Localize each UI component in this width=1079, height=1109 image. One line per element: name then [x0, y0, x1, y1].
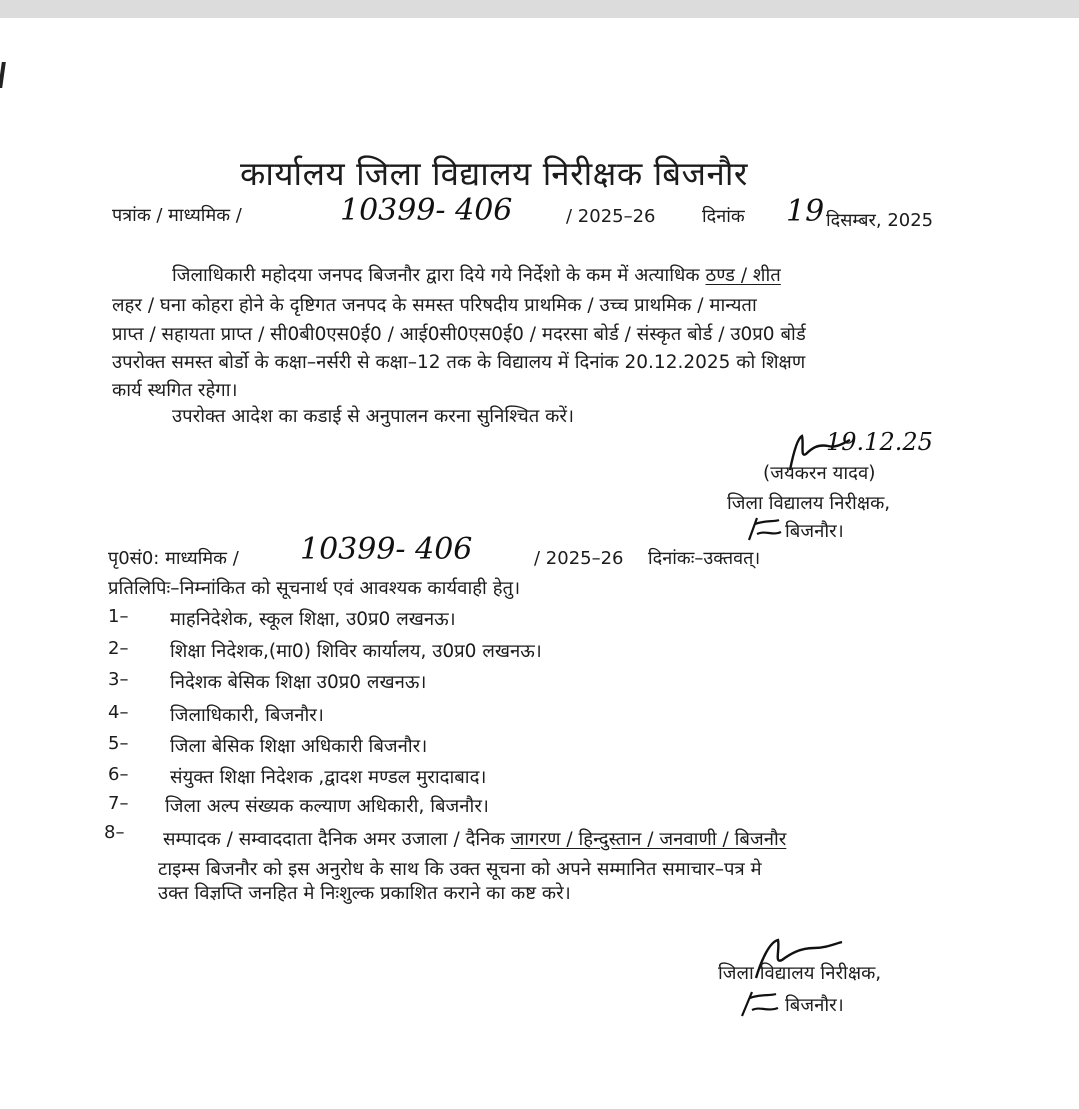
copy-item-4: जिलाधिकारी, बिजनौर।: [170, 705, 324, 726]
copy-item-8-underlined: जागरण / हिन्दुस्तान / जनवाणी / बिजनौर: [510, 829, 787, 850]
ref1-date-label: दिनांक: [702, 206, 745, 227]
copy-item-2-num: 2–: [108, 638, 129, 659]
copy-item-3-num: 3–: [108, 669, 129, 690]
copy-item-5-num: 5–: [108, 733, 129, 754]
copy-item-6: संयुक्त शिक्षा निदेशक ,द्वादश मण्डल मुरादाबाद।: [170, 767, 487, 788]
copy-item-1: माहनिदेशेक, स्कूल शिक्षा, उ0प्र0 लखनऊ।: [170, 609, 456, 630]
signature1-designation: जिला विद्यालय निरीक्षक,: [727, 493, 891, 514]
ref1-year: / 2025–26: [566, 206, 656, 227]
copy-item-8-line3: उक्त विज्ञप्ति जनहित मे निःशुल्क प्रकाशित कराने का कष्ट करे।: [158, 883, 571, 904]
para1-line2: लहर / घना कोहरा होने के दृष्टिगत जनपद के समस्त परिषदीय प्राथमिक / उच्च प्राथमिक / मान्यता: [112, 295, 757, 316]
initials-scribble-2: [738, 988, 782, 1020]
para2: उपरोक्त आदेश का कडाई से अनुपालन करना सुनिश्चित करें।: [172, 406, 574, 427]
ref1-date-day-handwritten: 19: [786, 194, 825, 229]
para1-line3: प्राप्त / सहायता प्राप्त / सी0बी0एस0ई0 / आई0सी0एस0ई0 / मदरसा बोर्ड / संस्कृत बोर्ड / उ0प्र0 बोर्ड: [112, 324, 806, 345]
signature1-place: बिजनौर।: [785, 521, 844, 542]
para1-line4: उपरोक्त समस्त बोर्डो के कक्षा–नर्सरी से कक्षा–12 तक के विद्यालय में दिनांक 20.12.2025 को शिक्षण: [112, 352, 806, 373]
initials-scribble-1: [745, 514, 785, 544]
signature2-designation: जिला विद्यालय निरीक्षक,: [718, 963, 882, 984]
ref1-prefix: पत्रांक / माध्यमिक /: [112, 205, 242, 226]
para1-line5: कार्य स्थगित रहेगा।: [112, 380, 238, 401]
signature2-place: बिजनौर।: [785, 995, 844, 1016]
para1-line1-a: जिलाधिकारी महोदया जनपद बिजनौर द्वारा दिये गये निर्देशो के कम में अत्याधिक: [172, 265, 700, 286]
office-title: कार्यालय जिला विद्यालय निरीक्षक बिजनौर: [240, 154, 748, 193]
copy-item-4-num: 4–: [108, 702, 129, 723]
copy-item-8: [163, 826, 786, 851]
copy-item-7-num: 7–: [108, 793, 129, 814]
copy-item-1-num: 1–: [108, 606, 129, 627]
ref2-prefix: पृ0सं0: माध्यमिक /: [108, 548, 239, 569]
ref2-number-handwritten: 10399- 406: [300, 532, 473, 567]
edge-mark: [0, 62, 6, 88]
copy-item-6-num: 6–: [108, 764, 129, 785]
top-bar: [0, 0, 1079, 18]
signature1-date-handwritten: 19.12.25: [826, 428, 933, 456]
copy-item-2: शिक्षा निदेशक,(मा0) शिविर कार्यालय, उ0प्र0 लखनऊ।: [170, 641, 542, 662]
ref1-date-rest: दिसम्बर, 2025: [826, 210, 934, 231]
copy-item-8-num: 8–: [104, 822, 125, 843]
para1-line1-underlined: ठण्ड / शीत: [705, 265, 781, 286]
copy-item-3: निदेशक बेसिक शिक्षा उ0प्र0 लखनऊ।: [170, 672, 427, 693]
signature1-name: (जयकरन यादव): [763, 463, 876, 484]
copy-item-5: जिला बेसिक शिक्षा अधिकारी बिजनौर।: [170, 736, 428, 757]
ref1-number-handwritten: 10399- 406: [340, 193, 513, 228]
copy-header: प्रतिलिपिः–निम्नांकित को सूचनार्थ एवं आवश्यक कार्यवाही हेतु।: [108, 578, 521, 599]
copy-item-8-a: सम्पादक / सम्वाददाता दैनिक अमर उजाला / दैनिक: [163, 829, 505, 850]
ref2-date: दिनांकः–उक्तवत्।: [648, 548, 761, 569]
ref2-year: / 2025–26: [534, 548, 624, 569]
para1-line1: [172, 262, 781, 287]
copy-item-8-line2: टाइम्स बिजनौर को इस अनुरोध के साथ कि उक्त सूचना को अपने सम्मानित समाचार–पत्र मे: [158, 859, 762, 880]
copy-item-7: जिला अल्प संख्यक कल्याण अधिकारी, बिजनौर।: [165, 796, 489, 817]
